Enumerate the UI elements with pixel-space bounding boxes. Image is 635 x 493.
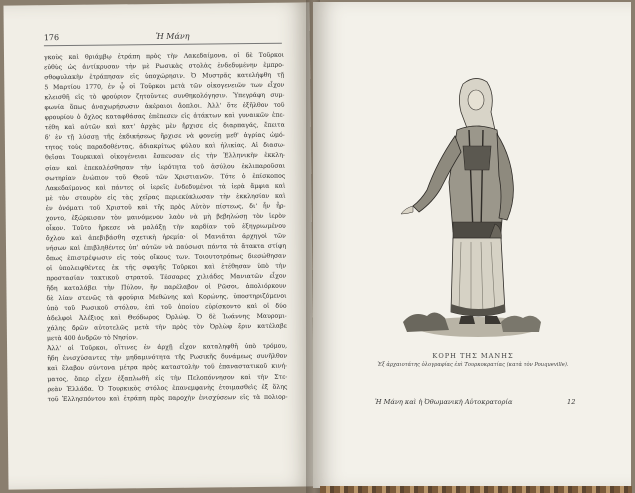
table-cloth-edge [320, 486, 632, 493]
text-line: ἐν ὀνόματι τοῦ Χριστοῦ καὶ τῆς πρὸς Αὐτὸν πίστεως, δι' ἧν ἦρ- [45, 202, 286, 212]
text-line: φωνία ὅπως ἀναχωρήσωσιν ἀκέραιοι ἄοπλοι. Ἀλλ' ὅτε ἐξῆλθον τοῦ [44, 101, 285, 112]
shoe-left [459, 316, 475, 324]
text-line: ὑπὸ τοῦ Ρωσικοῦ στόλου, ἐπὶ τοῦ ὁποίου εὑρίσκοντο καὶ οἱ δύο [46, 302, 287, 313]
text-line: Λακεδαίμονος καὶ πάντες οἱ ἱερεῖς ἐνδεδυμένοι τὰ ἱερὰ ἄμφια καὶ [45, 182, 286, 192]
text-line: γκοὺς καὶ θριάμβῳ ἐτράπη πρὸς τὴν Λακεδαίμονα, οἱ δὲ Τοῦρκοι [43, 51, 285, 62]
text-line: χάλης δρῶν αὐτοτελῶς μετὰ τὴν πρὸς τὸν Ὀρλὼφ ἔριν κατέλαβε [46, 322, 287, 333]
text-line: οἶκον. Τοῦτο ἤρκεσε νὰ μαλάξῃ τὴν καρδίαν τοῦ ἐξηγριωμένου [45, 222, 286, 232]
text-line: σωτηρίαν ἐνώπιον τοῦ Θεοῦ τῶν Χριστιανῶν. Τότε ὁ ἐπίσκοπος [45, 172, 286, 182]
text-line: 5 Μαρτίου 1770, ἐν ᾧ οἱ Τοῦρκοι μετὰ τῶν οἰκογενειῶν των εἶχον [44, 81, 285, 92]
text-line: δ' ἐν τῇ λύσσῃ τῆς ἐκδικήσεως ἤρχισε νὰ φονεύῃ μεθ' ἀγρίας ὠμό- [44, 132, 285, 142]
text-line: σίαν καὶ ἐπεκαλέσθησαν τὴν ἱερότητα τοῦ ἀσύλου ἐκλιπαροῦσαι [45, 162, 286, 172]
left-page [3, 2, 314, 489]
text-line: χοντο, ἐξώρκισαν τὸν μαινόμενον λαὸν νὰ μὴ βεβηλώσῃ τὸν ἱερὸν [45, 212, 286, 222]
text-line: καὶ ἔλαβον σύντονα μέτρα πρὸς καταστολὴν τοῦ ἐπαναστατικοῦ κινή- [47, 363, 288, 373]
text-line: ματος, ὅπερ εἶχεν ἐξαπλωθῆ εἰς τὴν Πελοπόννησον καὶ τὴν Στε- [47, 373, 288, 383]
text-line: τοῦ Ἑλλησπόντου καὶ ἐτράπη πρὸς παροχὴν ἐνισχύσεων εἰς τὰ πολιορ- [47, 393, 288, 403]
text-line: φρουρίου ὁ ὄχλος καταφθάσας ἐπέπεσεν εἰς ἀτάκτων καὶ γυναικῶν ἐπε- [44, 111, 285, 122]
text-line: δὲ λίαν στενῶς τὰ φρούρια Μεθώνης καὶ Κορώνης, ὑποστηριζόμενοι [46, 292, 287, 303]
text-line: ἤδη ἐνισχύσαντες τὴν μηδαμινότητα τῆς Ρωσικῆς δυνάμεως συνῆλθον [47, 353, 288, 363]
footer-title: Ἡ Μάνη καὶ ἡ Ὀθωμανικὴ Αὐτοκρατορία [375, 398, 513, 406]
body-text [44, 51, 288, 405]
text-line: ὅπως ἐπιστρέψωσιν εἰς τοὺς οἴκους των. Τοιουτοτρόπως διεσώθησαν [46, 252, 287, 263]
text-line: ὄχλου καὶ ἀπεβιβάσθη σχετικὴ ἠρεμία· οἱ Μανιᾶται ἀρχηγοὶ τῶν [45, 232, 286, 243]
grass-left [403, 312, 449, 332]
plate-caption-title: ΚΟΡΗ ΤΗΣ ΜΑΝΗΣ [432, 352, 514, 360]
text-line: ἤδη καταλάβει τὴν Πύλον, ἣν παρέλαβον οἱ Ρῶσοι, ἀπολιόρκουν [46, 282, 287, 293]
text-line: νήσων καὶ ἐπιβληθέντες ὑπ' αὐτῶν νὰ παύσωσι πάντα τὰ ἄτακτα στίφη [45, 242, 287, 253]
running-title: Ἡ Μάνη [155, 31, 190, 42]
left-hand [401, 206, 413, 214]
text-line: ἀδελφοὶ Ἀλέξιος καὶ Θεόδωρος Ὀρλώφ. Ὁ δὲ Ἰωάννης Μαυρομι- [46, 312, 287, 323]
engraving-plate [383, 72, 553, 342]
text-line: μὲ τὸν σταυρὸν εἰς τὰς χεῖρας περιεκύκλωσαν τὴν ἐκκλησίαν καὶ [45, 192, 286, 202]
text-line: κλεισθῆ εἰς τὸ φρούριον ζητοῦντες συνθηκολόγησιν. Ὑπεγράφη συμ- [44, 91, 285, 102]
text-line: μετὰ 400 ἀνδρῶν τὸ Νησίον. [46, 334, 138, 343]
text-line: οἱ ὑπολειφθέντες ἐκ τῆς σφαγῆς Τοῦρκοι καὶ ἐτέθησαν ὑπὸ τὴν [46, 262, 287, 273]
face [468, 90, 484, 110]
shoe-right [485, 316, 501, 324]
plate-caption [373, 352, 573, 368]
text-line: σθοφυλακὴν ἐτράπησαν εἰς ὑποχώρησιν. Ὁ Μυστρᾶς κατελήφθη τῇ [44, 71, 285, 82]
text-line: προστασίαν τακτικοῦ στρατοῦ. Τέσσαρες χιλιάδες Μανιατῶν εἶχον [46, 272, 287, 283]
footer-page-number: 12 [567, 398, 576, 406]
text-line: τέθη καὶ αὐτῶν καὶ κατ' ἀρχὰς μὲν ἤρχισε εἰς διαρπαγάς, ἔπειτα [44, 122, 285, 132]
text-line: ρεὰν Ἑλλάδα. Ὁ Τουρκικὸς στόλος ἐπανεμφανὴς ἐτοιμασθεὶς ἐξ ὅλης [47, 383, 288, 393]
right-page [313, 2, 631, 488]
text-line: θεῖσαι Τουρκικαὶ οἰκογένειαι ἔσπευσαν εἰς τὴν Ἑλληνικὴν ἐκκλη- [45, 152, 286, 162]
text-line: Ἀλλ' οἱ Τοῦρκοι, οἵτινες ἐν ἀρχῇ εἶχον καταληφθῆ ὑπὸ τρόμου, [47, 343, 288, 353]
text-line: εὐθὺς ὡς ἀντίκρυσαν τὴν μὲ Ρωσικὰς στολὰς ἐνδεδυμένην ἐμπρο- [44, 61, 285, 72]
plate-caption-subtitle: Ἐξ ἀρχαιοτάτης ὁλογραφίας ἐπὶ Τουρκοκρατίας (κατὰ τὸν Pouqueville). [377, 362, 569, 368]
text-line: τητος τοὺς παραδοθέντας, ἀδιακρίτως φύλου καὶ ἡλικίας. Αἱ διασω- [44, 142, 285, 152]
grass-right [501, 316, 541, 332]
page-header [44, 29, 282, 46]
chest-embroidery [463, 146, 491, 170]
page-number: 176 [43, 33, 60, 43]
